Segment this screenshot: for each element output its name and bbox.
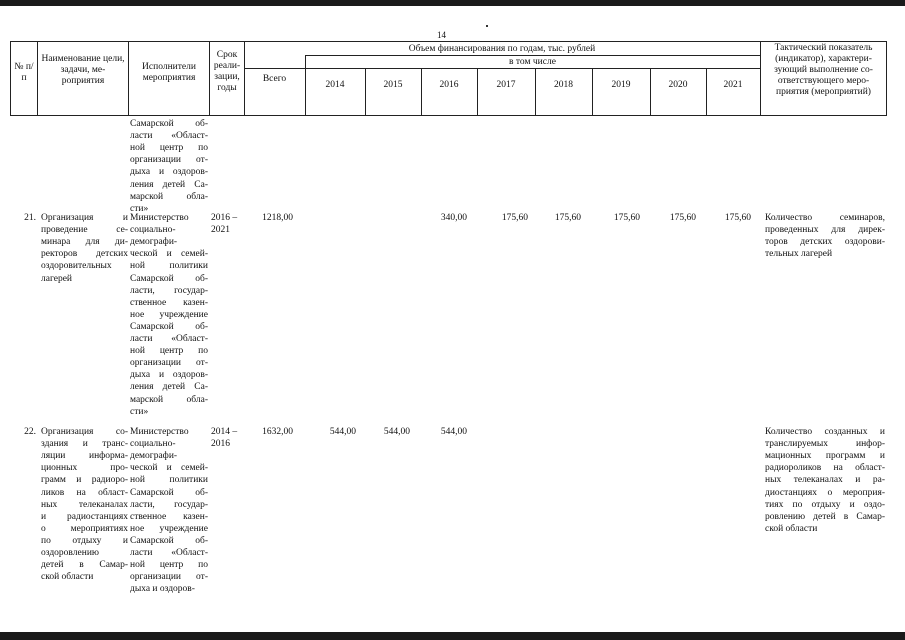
row-value-2014: 544,00 xyxy=(329,427,356,437)
header-year-2020: 2020 xyxy=(668,80,688,90)
row-name-line: по отдыху и xyxy=(41,535,128,546)
continuation-executor-line: сти» xyxy=(130,203,149,214)
row-name-line: и радиостанциях xyxy=(41,511,128,522)
row-value-2016: 544,00 xyxy=(440,427,467,437)
row-executor-line: Самарской об- xyxy=(130,273,208,284)
row-term-line: 2016 xyxy=(211,439,230,450)
row-name-line: проведение се- xyxy=(41,225,128,236)
row-value-2019: 175,60 xyxy=(613,213,640,223)
header-year-2021: 2021 xyxy=(723,80,743,90)
header-total: Всего xyxy=(262,74,287,84)
row-executor-line: Самарской об- xyxy=(130,487,208,498)
row-value-2018: 175,60 xyxy=(554,213,581,223)
header-year-2018: 2018 xyxy=(554,80,573,90)
row-number: 21. xyxy=(24,213,36,223)
header-year-2017: 2017 xyxy=(496,80,516,90)
row-value-2020: 175,60 xyxy=(669,213,696,223)
row-indicator-line: торов детских оздорови- xyxy=(765,237,885,248)
row-executor-line: ласти, государ- xyxy=(130,499,208,510)
row-name-line: грамм и радиоро- xyxy=(41,475,128,486)
continuation-executor-line: дыха и оздоров- xyxy=(130,167,208,178)
row-name-line: ской области xyxy=(41,572,94,583)
row-name-line: ционных про- xyxy=(41,463,128,474)
row-value-2017: 175,60 xyxy=(501,213,528,223)
row-indicator-line: ровлению детей в Самар- xyxy=(765,511,885,522)
row-executor-line: ласти «Област- xyxy=(130,548,208,558)
row-executor-line: организации от- xyxy=(130,358,208,369)
row-name-line: Организация и xyxy=(41,213,128,223)
header-funding: Объем финансирования по годам, тыс. рублей xyxy=(408,44,596,54)
header-indicator: Тактический показатель (индикатор), характери-зующий выполнение со-ответствующего меро-приятия (мероприятий) xyxy=(774,43,873,97)
row-value-2021: 175,60 xyxy=(724,213,751,223)
row-executor-line: социально- xyxy=(130,225,176,236)
row-indicator-line: тельных лагерей xyxy=(765,249,833,260)
row-executor-line: ственное казен- xyxy=(130,511,208,522)
continuation-executor-line: Самарской об- xyxy=(130,119,208,129)
row-executor-line: ной политики xyxy=(130,261,208,272)
row-executor-line: марской обла- xyxy=(130,394,208,405)
scan-speck xyxy=(486,25,488,27)
row-executor-line: дыха и оздоров- xyxy=(130,584,195,595)
row-indicator-line: проведенных для дирек- xyxy=(765,225,885,236)
header-year-2014: 2014 xyxy=(325,80,345,90)
row-term-line: 2016 – xyxy=(211,213,238,223)
row-indicator-line: радиороликов на област- xyxy=(765,463,885,474)
row-value-2015: 544,00 xyxy=(383,427,410,437)
row-executor-line: демографи- xyxy=(130,451,178,462)
row-executor-line: ласти «Област- xyxy=(130,334,208,344)
row-executor-line: ческой и семей- xyxy=(130,249,208,260)
row-executor-line: ной центр по xyxy=(130,346,208,357)
row-executor-line: ления детей Са- xyxy=(130,382,208,393)
page-number: 14 xyxy=(437,30,446,40)
continuation-executor-line: ной центр по xyxy=(130,143,208,154)
row-indicator-line: транслируемых инфор- xyxy=(765,439,885,450)
header-year-2015: 2015 xyxy=(383,80,403,90)
row-indicator-line: мационных программ и xyxy=(765,451,885,462)
row-executor-line: Самарской об- xyxy=(130,535,208,546)
row-indicator-line: Количество созданных и xyxy=(765,427,885,437)
scan-edge-bottom xyxy=(0,632,905,640)
row-number: 22. xyxy=(24,427,36,437)
row-indicator-line: тиях по отдыху и оздо- xyxy=(765,499,885,510)
row-indicator-line: Количество семинаров, xyxy=(765,213,885,223)
row-executor-line: организации от- xyxy=(130,572,208,583)
row-name-line: лагерей xyxy=(41,273,72,284)
row-name-line: Организация со- xyxy=(41,427,128,437)
row-executor-line: ное учреждение xyxy=(130,309,208,320)
row-name-line: минара для ди- xyxy=(41,237,128,248)
row-value-2016: 340,00 xyxy=(440,213,467,223)
continuation-executor-line: марской обла- xyxy=(130,191,208,202)
row-name-line: ликов на област- xyxy=(41,487,128,498)
header-num: № п/п xyxy=(14,62,34,83)
row-executor-line: ственное казен- xyxy=(130,297,208,308)
header-year-2016: 2016 xyxy=(439,80,459,90)
row-executor-line: социально- xyxy=(130,439,176,450)
row-executor-line: ное учреждение xyxy=(130,523,208,534)
row-executor-line: ной политики xyxy=(130,475,208,486)
row-total: 1218,00 xyxy=(262,213,293,223)
row-term-line: 2014 – xyxy=(211,427,238,437)
header-including: в том числе xyxy=(509,57,556,67)
row-total: 1632,00 xyxy=(262,427,293,437)
continuation-executor-line: организации от- xyxy=(130,155,208,166)
header-name: Наименование цели, задачи, ме-роприятия xyxy=(41,54,125,86)
row-indicator-line: ской области xyxy=(765,523,818,534)
row-name-line: ных телеканалах xyxy=(41,499,128,510)
row-name-line: ляции информа- xyxy=(41,451,128,462)
row-name-line: ректоров детских xyxy=(41,249,128,260)
row-name-line: о мероприятиях xyxy=(41,523,128,534)
row-executor-line: Министерство xyxy=(130,427,189,437)
header-year-2019: 2019 xyxy=(611,80,631,90)
row-executor-line: Самарской об- xyxy=(130,321,208,332)
row-name-line: оздоровлению xyxy=(41,548,99,558)
row-executor-line: ласти, государ- xyxy=(130,285,208,296)
continuation-executor-line: ласти «Област- xyxy=(130,131,208,142)
row-indicator-line: диостанциях о мероприя- xyxy=(765,487,885,498)
row-executor-line: Министерство xyxy=(130,213,189,223)
row-executor-line: дыха и оздоров- xyxy=(130,370,208,381)
header-term: Срок реали-зации, годы xyxy=(213,50,241,93)
row-name-line: здания и транс- xyxy=(41,439,128,450)
row-executor-line: ной центр по xyxy=(130,560,208,571)
row-name-line: детей в Самар- xyxy=(41,560,128,571)
row-executor-line: демографи- xyxy=(130,237,178,248)
row-executor-line: ческой и семей- xyxy=(130,463,208,474)
row-term-line: 2021 xyxy=(211,225,230,236)
row-indicator-line: ных телеканалах и ра- xyxy=(765,475,885,486)
scan-edge-top xyxy=(0,0,905,6)
row-name-line: оздоровительных xyxy=(41,261,112,272)
header-executors: Исполнители мероприятия xyxy=(142,62,196,83)
continuation-executor-line: ления детей Са- xyxy=(130,179,208,190)
row-executor-line: сти» xyxy=(130,406,149,417)
